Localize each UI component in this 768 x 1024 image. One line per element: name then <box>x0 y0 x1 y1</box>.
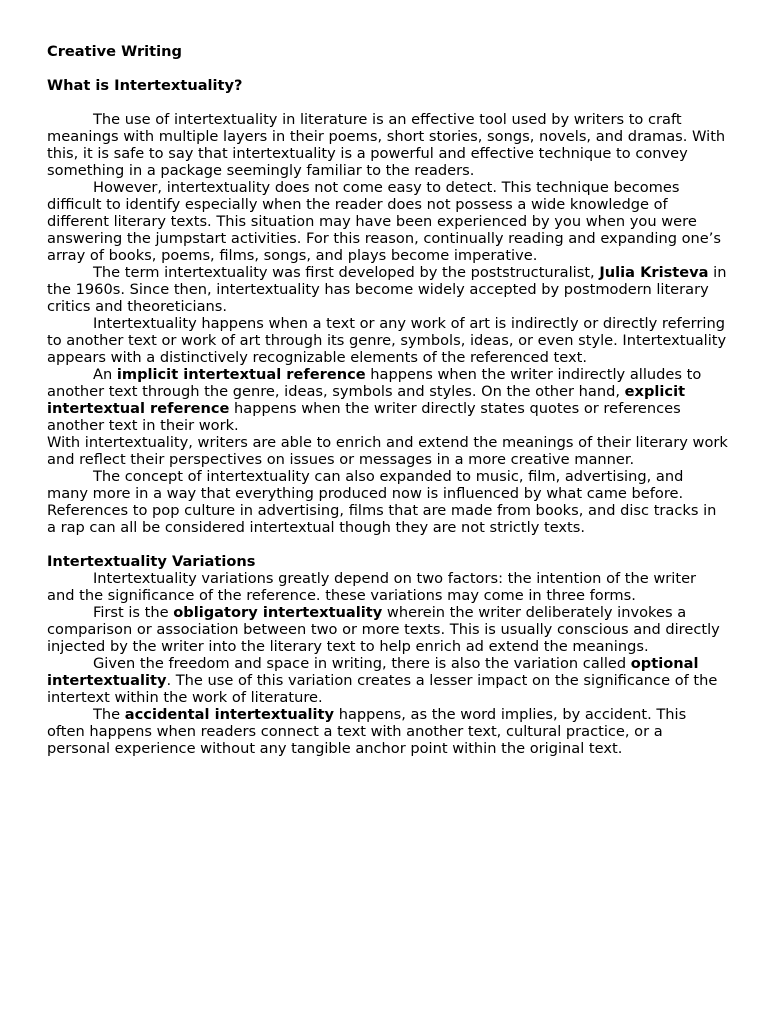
variations-paragraph-3-text-b: . The use of this variation creates a lesser impact on the significance of the intertext within the work of literature. <box>47 672 718 706</box>
variations-paragraph-4-text-b: happens, as the word implies, by accident. This often happens when readers connect a text with another text, cultural practice, or a personal experience without any tangible anchor point within the original text. <box>47 706 687 757</box>
paragraph-5-bold-2: explicit intertextual reference <box>47 383 686 417</box>
variations-paragraph-2 <box>47 604 728 655</box>
paragraph-7: The concept of intertextuality can also expanded to music, film, advertising, and many more in a way that everything produced now is influenced by what came before. References to pop culture in advertising, films that are made from books, and disc tracks in a rap can all be considered intertextual though they are not strictly texts. <box>47 468 717 536</box>
variations-paragraph-4 <box>47 706 728 757</box>
paragraph-6: With intertextuality, writers are able to enrich and extend the meanings of their literary work and reflect their perspectives on issues or messages in a more creative manner. <box>47 434 728 468</box>
variations-paragraph-2-bold: obligatory intertextuality <box>173 604 383 621</box>
paragraph-3-bold: Julia Kristeva <box>599 264 709 281</box>
variations-paragraph-2-text-a: First is the <box>93 604 174 621</box>
section-heading-variations: Intertextuality Variations <box>47 553 256 570</box>
paragraph-1: The use of intertextuality in literature is an effective tool used by writers to craft meanings with multiple layers in their poems, short stories, songs, novels, and dramas. With this, it is safe to say that intertextuality is a powerful and effective technique to convey something in a package seemingly familiar to the readers. <box>47 111 726 179</box>
paragraph-5 <box>47 366 728 434</box>
variations-paragraph-1: Intertextuality variations greatly depend on two factors: the intention of the writer and the significance of the reference. these variations may come in three forms. <box>47 570 697 604</box>
variations-paragraph-2-text-b: wherein the writer deliberately invokes a comparison or association between two or more texts. This is usually conscious and directly injected by the writer into the literary text to help enrich ad extend the meanings. <box>47 604 720 655</box>
variations-paragraph-3-text-a: Given the freedom and space in writing, there is also the variation called <box>93 655 631 672</box>
paragraph-3 <box>47 264 728 315</box>
document-title: Creative Writing <box>47 43 182 60</box>
paragraph-4: Intertextuality happens when a text or any work of art is indirectly or directly referring to another text or work of art through its genre, symbols, ideas, or even style. Intertextuality appears with a distinctively recognizable elements of the referenced text. <box>47 315 727 366</box>
paragraph-5-text-b: happens when the writer indirectly alludes to another text through the genre, ideas, symbols and styles. On the other hand, <box>47 366 702 400</box>
document-heading: What is Intertextuality? <box>47 77 243 94</box>
variations-paragraph-4-bold: accidental intertextuality <box>124 706 335 723</box>
paragraph-2: However, intertextuality does not come easy to detect. This technique becomes difficult to identify especially when the reader does not possess a wide knowledge of different literary texts. This situation may have been experienced by you when you were answering the jumpstart activities. For this reason, continually reading and expanding one’s array of books, poems, films, songs, and plays become imperative. <box>47 179 722 264</box>
paragraph-5-text-a: An <box>93 366 117 383</box>
paragraph-5-bold-1: implicit intertextual reference <box>116 366 366 383</box>
variations-paragraph-3-bold: optional intertextuality <box>47 655 699 689</box>
variations-paragraph-4-text-a: The <box>93 706 125 723</box>
variations-paragraph-3 <box>47 655 728 706</box>
paragraph-3-text-a: The term intertextuality was first developed by the poststructuralist, <box>93 264 600 281</box>
paragraph-5-text-c: happens when the writer directly states quotes or references another text in their work. <box>47 400 681 434</box>
paragraph-3-text-b: in the 1960s. Since then, intertextuality has become widely accepted by postmodern literary critics and theoreticians. <box>47 264 727 315</box>
